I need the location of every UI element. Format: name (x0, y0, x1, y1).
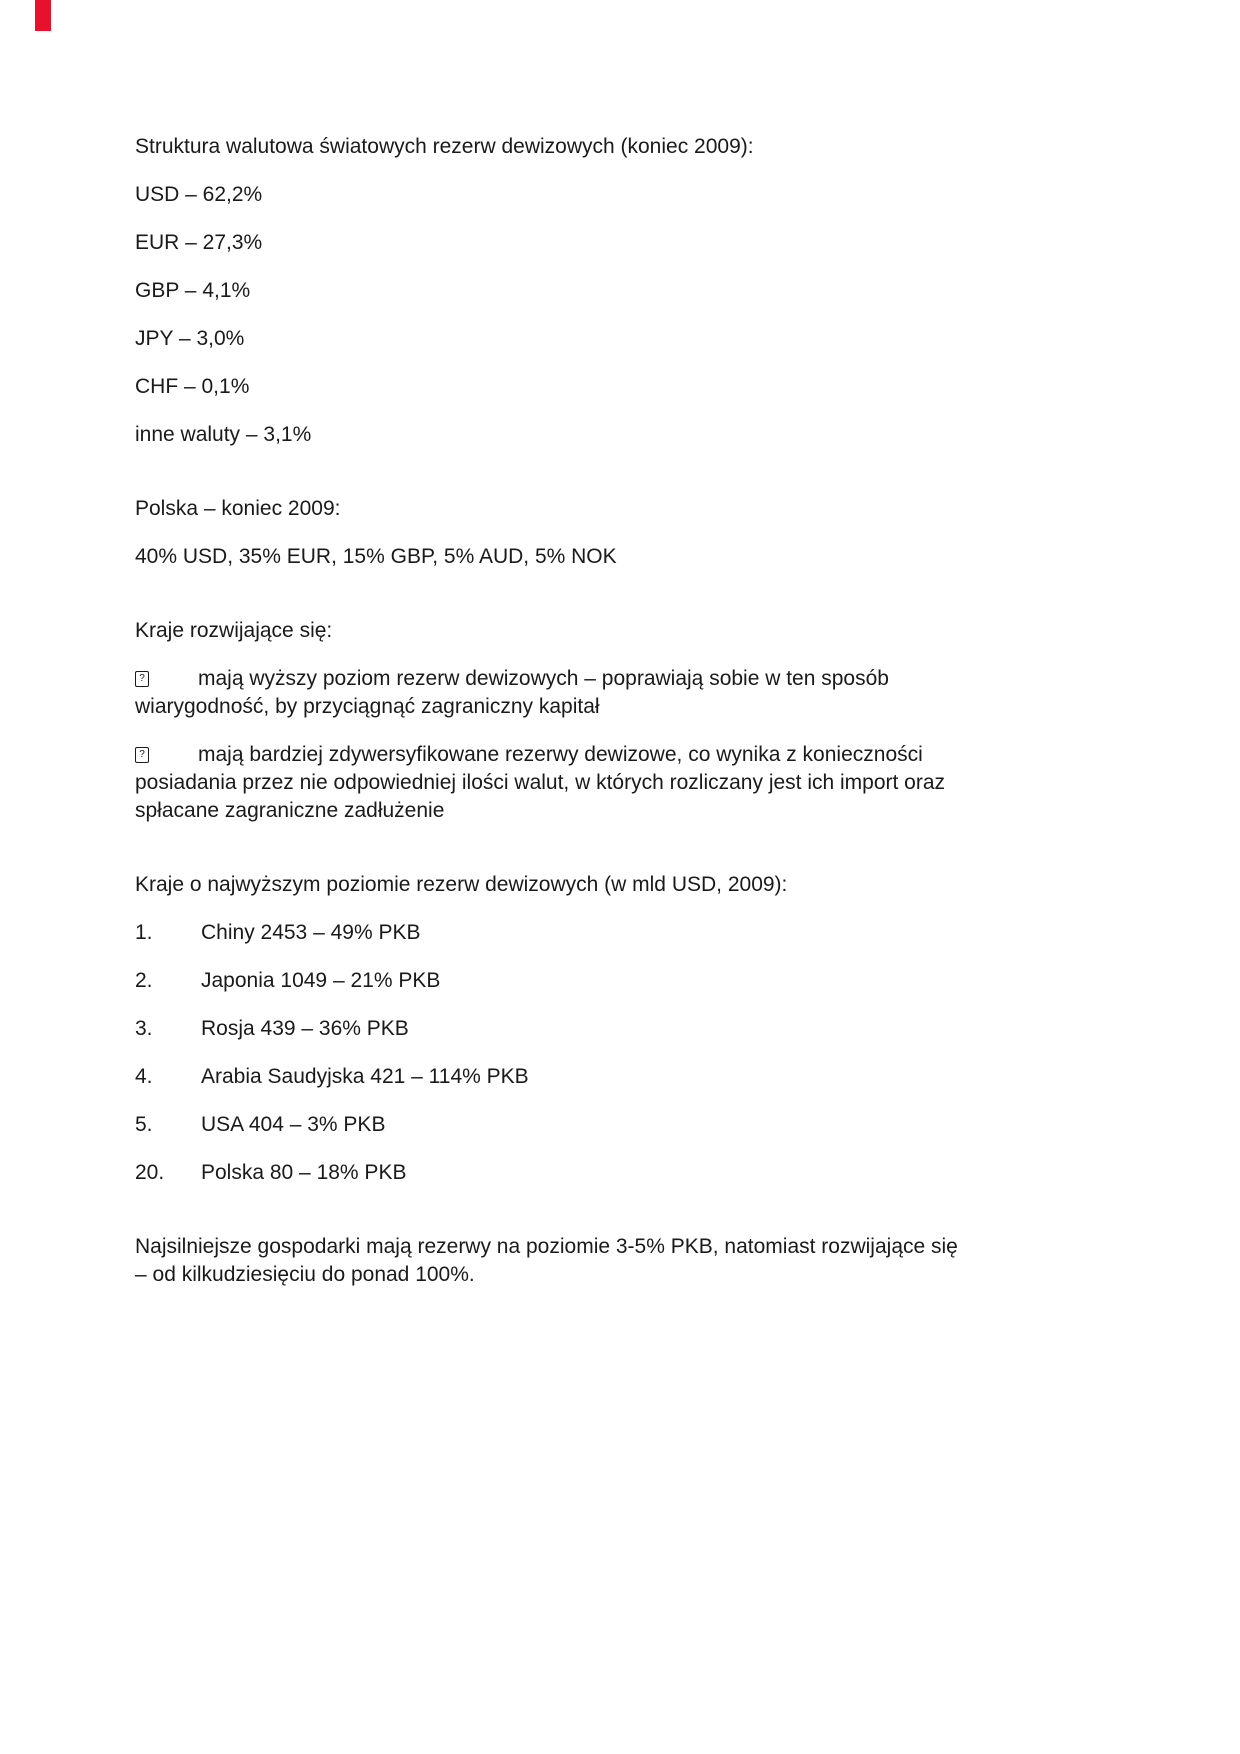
bullet-text: mają bardziej zdywersyfikowane rezerwy dewizowe, co wynika z konieczności posiadania przez nie odpowiedniej ilości walut, w których rozliczany jest ich import oraz spłacane zagraniczne zadłużenie (135, 743, 946, 822)
list-item-text: Polska 80 – 18% PKB (201, 1161, 407, 1184)
list-item-number: 2. (135, 969, 153, 992)
reserve-line-other: inne waluty – 3,1% (135, 423, 312, 446)
list-item-text: Rosja 439 – 36% PKB (201, 1017, 409, 1040)
list-item (135, 967, 970, 995)
list-item-number: 4. (135, 1065, 153, 1088)
reserve-line-jpy: JPY – 3,0% (135, 327, 245, 350)
closing-paragraph: Najsilniejsze gospodarki mają rezerwy na poziomie 3-5% PKB, natomiast rozwijające się – od kilkudziesięciu do ponad 100%. (135, 1235, 958, 1286)
list-item-text: Chiny 2453 – 49% PKB (201, 921, 421, 944)
list-item (135, 919, 970, 947)
reserve-line-chf: CHF – 0,1% (135, 375, 250, 398)
list-item-number: 1. (135, 921, 153, 944)
bullet-text: mają wyższy poziom rezerw dewizowych – poprawiają sobie w ten sposób wiarygodność, by przyciągnąć zagraniczny kapitał (135, 667, 889, 718)
reserve-line-eur: EUR – 27,3% (135, 231, 263, 254)
list-item-text: USA 404 – 3% PKB (201, 1113, 386, 1136)
red-corner-marker (35, 0, 51, 31)
list-item-text: Arabia Saudyjska 421 – 114% PKB (201, 1065, 529, 1088)
document-body (135, 133, 970, 1309)
bullet-item (135, 741, 970, 825)
missing-glyph-icon (135, 671, 149, 687)
bullet-item (135, 665, 970, 721)
list-item-text: Japonia 1049 – 21% PKB (201, 969, 441, 992)
list-item (135, 1015, 970, 1043)
list-item-number: 20. (135, 1161, 165, 1184)
list-item (135, 1063, 970, 1091)
section-title-poland: Polska – koniec 2009: (135, 497, 341, 520)
section-title-top-reserves: Kraje o najwyższym poziomie rezerw dewizowych (w mld USD, 2009): (135, 873, 788, 896)
list-item (135, 1111, 970, 1139)
list-item-number: 5. (135, 1113, 153, 1136)
poland-reserves-line: 40% USD, 35% EUR, 15% GBP, 5% AUD, 5% NOK (135, 545, 617, 568)
section-title-world-reserves: Struktura walutowa światowych rezerw dewizowych (koniec 2009): (135, 135, 754, 158)
list-item (135, 1159, 970, 1187)
reserve-line-usd: USD – 62,2% (135, 183, 263, 206)
list-item-number: 3. (135, 1017, 153, 1040)
reserve-line-gbp: GBP – 4,1% (135, 279, 251, 302)
section-title-developing: Kraje rozwijające się: (135, 619, 333, 642)
missing-glyph-icon (135, 747, 149, 763)
